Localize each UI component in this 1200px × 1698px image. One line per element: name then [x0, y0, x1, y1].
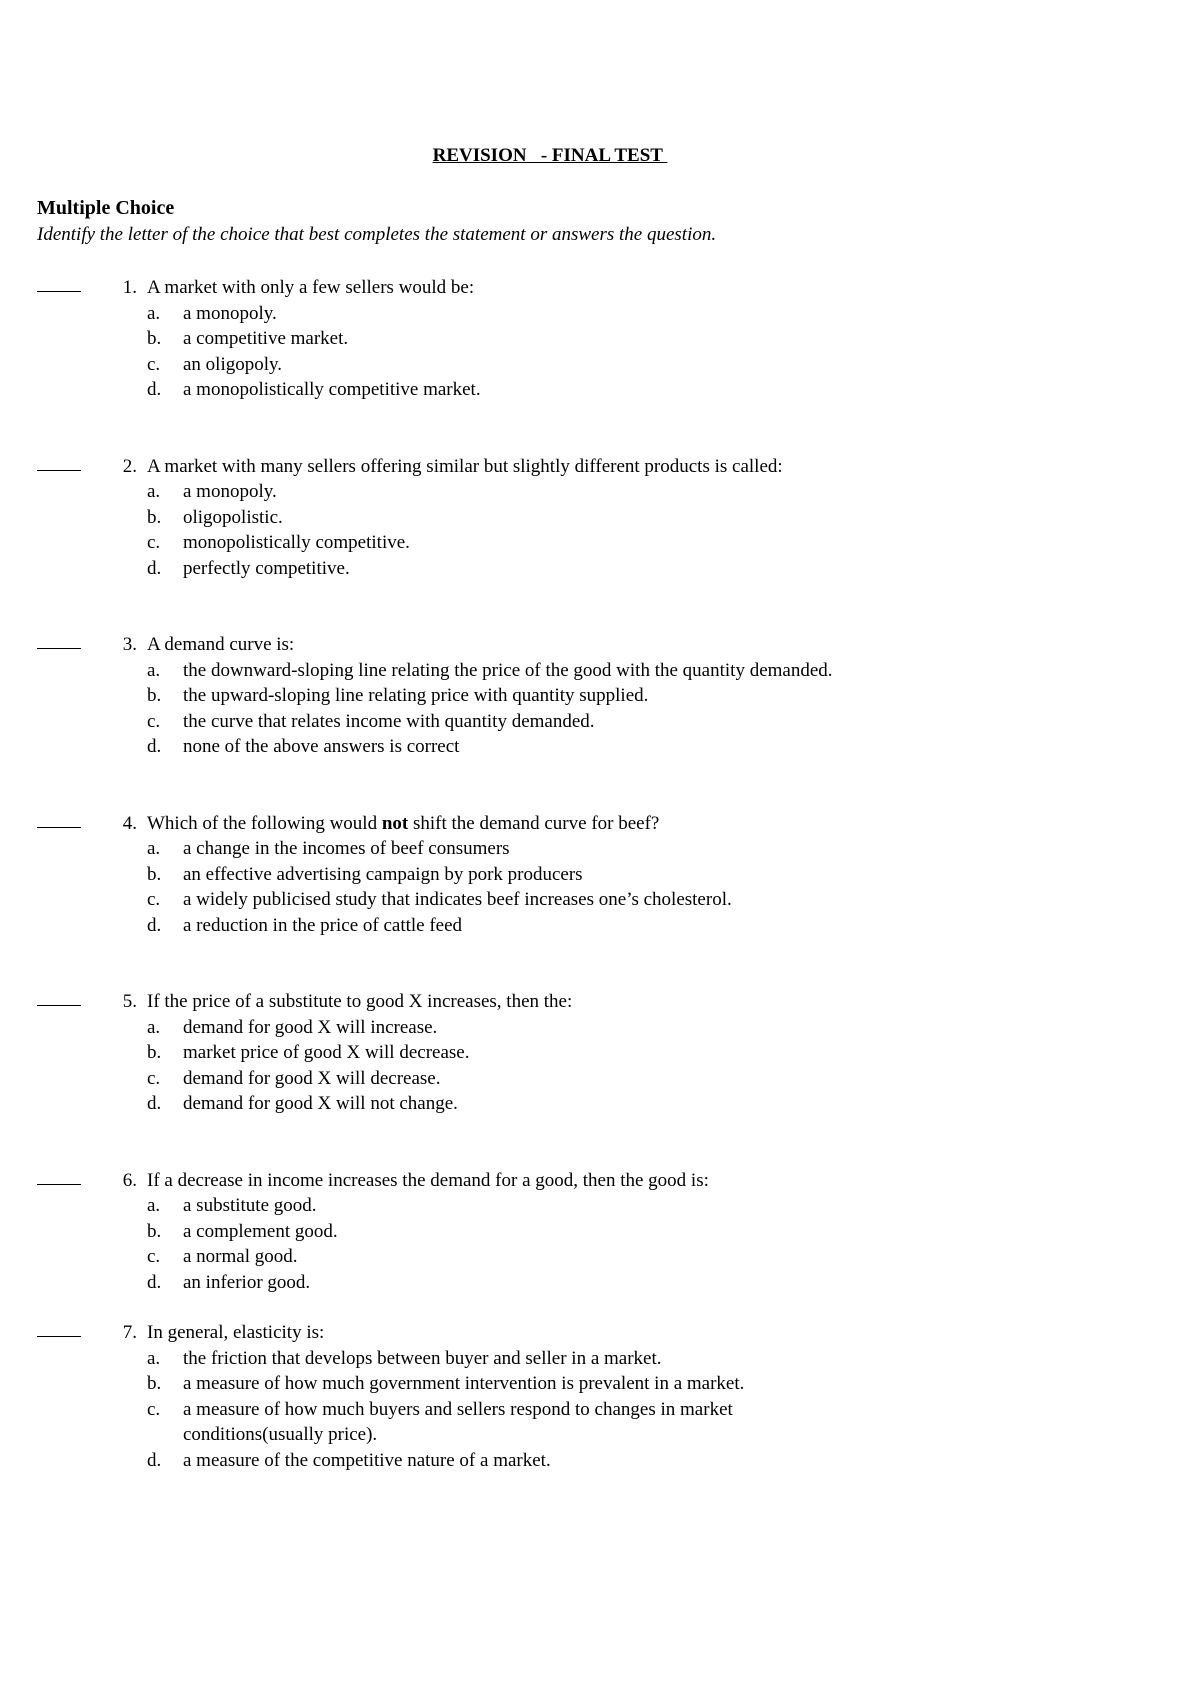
- question-3: [37, 632, 1037, 760]
- choice-letter: a.: [147, 1195, 161, 1216]
- question-6: [37, 1168, 1037, 1296]
- choice-text: a reduction in the price of cattle feed: [183, 914, 463, 936]
- question-stem: A market with many sellers offering similar but slightly different products is called:: [147, 455, 783, 477]
- choice-letter: a.: [147, 1016, 161, 1038]
- question-stem-line: [37, 1168, 1037, 1194]
- choice-letter: b.: [147, 1042, 162, 1063]
- choice-text: the friction that develops between buyer and seller in a market.: [183, 1347, 662, 1369]
- choice-letter: c.: [147, 1398, 161, 1420]
- choice-letter: c.: [147, 1067, 161, 1089]
- choice-b: [37, 1371, 1037, 1397]
- choice-letter: c.: [147, 1246, 161, 1267]
- question-stem-line: [37, 811, 1037, 837]
- choice-letter: d.: [147, 1449, 162, 1471]
- answer-blank[interactable]: [37, 648, 81, 649]
- choice-text: an effective advertising campaign by pork producers: [183, 863, 583, 885]
- choice-text: a monopoly.: [183, 302, 277, 324]
- question-stem: In general, elasticity is:: [147, 1322, 325, 1343]
- question-4: [37, 811, 1037, 939]
- question-number: 5.: [122, 991, 137, 1012]
- choice-letter: c.: [147, 889, 161, 910]
- choice-a: [37, 301, 1037, 327]
- choice-text: a measure of how much buyers and sellers respond to changes in market conditions(usually price).: [183, 1398, 733, 1445]
- choice-c: [37, 1397, 1037, 1448]
- choice-a: [37, 1346, 1037, 1372]
- question-number: 7.: [122, 1322, 137, 1343]
- question-stem-line: [37, 632, 1037, 658]
- answer-blank[interactable]: [37, 1336, 81, 1337]
- choice-text: none of the above answers is correct: [183, 736, 460, 757]
- choice-letter: c.: [147, 710, 161, 732]
- choice-text: oligopolistic.: [183, 506, 283, 528]
- choice-letter: d.: [147, 379, 162, 400]
- choice-letter: c.: [147, 353, 161, 375]
- choice-a: [37, 658, 1037, 684]
- choice-letter: d.: [147, 557, 162, 579]
- choice-a: [37, 1193, 1037, 1219]
- question-2: [37, 454, 1037, 582]
- choice-c: [37, 1066, 1037, 1092]
- answer-blank[interactable]: [37, 470, 81, 471]
- choice-letter: d.: [147, 736, 162, 757]
- choice-text: demand for good X will not change.: [183, 1093, 458, 1114]
- choice-d: [37, 734, 1037, 760]
- question-stem: A market with only a few sellers would be:: [147, 277, 475, 298]
- question-5: [37, 989, 1037, 1117]
- choice-b: [37, 326, 1037, 352]
- choice-text: a complement good.: [183, 1220, 338, 1242]
- choice-d: [37, 1091, 1037, 1117]
- question-stem: A demand curve is:: [147, 634, 295, 655]
- choice-text: an inferior good.: [183, 1271, 311, 1293]
- choice-letter: c.: [147, 532, 161, 553]
- choice-letter: b.: [147, 1220, 162, 1242]
- choice-letter: a.: [147, 659, 161, 681]
- choice-text: the upward-sloping line relating price with quantity supplied.: [183, 685, 649, 706]
- choice-d: [37, 377, 1037, 403]
- question-stem: If a decrease in income increases the demand for a good, then the good is:: [147, 1169, 709, 1191]
- choice-text: the downward-sloping line relating the price of the good with the quantity demanded.: [183, 659, 833, 681]
- choice-c: [37, 352, 1037, 378]
- choice-b: [37, 505, 1037, 531]
- choice-letter: b.: [147, 1373, 162, 1394]
- choice-b: [37, 862, 1037, 888]
- question-number: 2.: [122, 455, 137, 477]
- choice-c: [37, 530, 1037, 556]
- choice-a: [37, 479, 1037, 505]
- question-stem-line: [37, 989, 1037, 1015]
- choice-b: [37, 1219, 1037, 1245]
- instructions: Identify the letter of the choice that best completes the statement or answers the question.: [37, 224, 717, 245]
- choice-text: a measure of how much government intervention is prevalent in a market.: [183, 1373, 745, 1394]
- choice-text: a measure of the competitive nature of a market.: [183, 1449, 551, 1471]
- choice-text: a monopoly.: [183, 481, 277, 502]
- choice-text: a competitive market.: [183, 328, 349, 349]
- answer-blank[interactable]: [37, 1005, 81, 1006]
- choice-d: [37, 913, 1037, 939]
- question-stem-start: Which of the following would: [147, 812, 382, 834]
- choice-text: a substitute good.: [183, 1195, 317, 1216]
- choice-c: [37, 887, 1037, 913]
- choice-text: a widely publicised study that indicates beef increases one’s cholesterol.: [183, 889, 732, 910]
- choice-letter: b.: [147, 506, 162, 528]
- choice-text: demand for good X will increase.: [183, 1016, 438, 1038]
- question-number: 3.: [122, 634, 137, 655]
- choice-b: [37, 683, 1037, 709]
- question-number: 1.: [122, 277, 137, 298]
- question-7: [37, 1320, 1037, 1473]
- choice-c: [37, 1244, 1037, 1270]
- choice-text: an oligopoly.: [183, 353, 283, 375]
- emphasis-not: not: [381, 812, 409, 834]
- answer-blank[interactable]: [37, 291, 81, 292]
- choice-text: monopolistically competitive.: [183, 532, 410, 553]
- choice-a: [37, 1015, 1037, 1041]
- question-stem-line: [37, 454, 1037, 480]
- choice-a: [37, 836, 1037, 862]
- choice-d: [37, 1448, 1037, 1474]
- question-number: 4.: [122, 812, 137, 834]
- choice-d: [37, 1270, 1037, 1296]
- question-stem-end: shift the demand curve for beef?: [408, 812, 660, 834]
- choice-text: the curve that relates income with quantity demanded.: [183, 710, 595, 732]
- answer-blank[interactable]: [37, 827, 81, 828]
- question-stem: If the price of a substitute to good X increases, then the:: [147, 991, 573, 1012]
- choice-letter: a.: [147, 1347, 161, 1369]
- choice-text: a normal good.: [183, 1246, 298, 1267]
- choice-d: [37, 556, 1037, 582]
- choice-text: perfectly competitive.: [183, 557, 350, 579]
- choice-letter: d.: [147, 1093, 162, 1114]
- question-list: [37, 275, 1037, 1473]
- choice-letter: d.: [147, 1271, 162, 1293]
- page-title: REVISION - FINAL TEST: [432, 145, 668, 166]
- choice-text: a monopolistically competitive market.: [183, 379, 481, 400]
- choice-text: demand for good X will decrease.: [183, 1067, 441, 1089]
- question-stem: [147, 813, 659, 834]
- choice-text: a change in the incomes of beef consumers: [183, 838, 510, 859]
- answer-blank[interactable]: [37, 1184, 81, 1185]
- choice-letter: a.: [147, 838, 161, 859]
- choice-letter: b.: [147, 685, 162, 706]
- choice-letter: a.: [147, 481, 161, 502]
- choice-c: [37, 709, 1037, 735]
- choice-letter: d.: [147, 914, 162, 936]
- choice-b: [37, 1040, 1037, 1066]
- section-heading: Multiple Choice: [37, 197, 175, 219]
- choice-letter: b.: [147, 863, 162, 885]
- question-number: 6.: [122, 1169, 137, 1191]
- choice-letter: b.: [147, 328, 162, 349]
- question-1: [37, 275, 1037, 403]
- question-stem-line: [37, 275, 1037, 301]
- choice-text: market price of good X will decrease.: [183, 1042, 470, 1063]
- choice-letter: a.: [147, 302, 161, 324]
- question-stem-line: [37, 1320, 1037, 1346]
